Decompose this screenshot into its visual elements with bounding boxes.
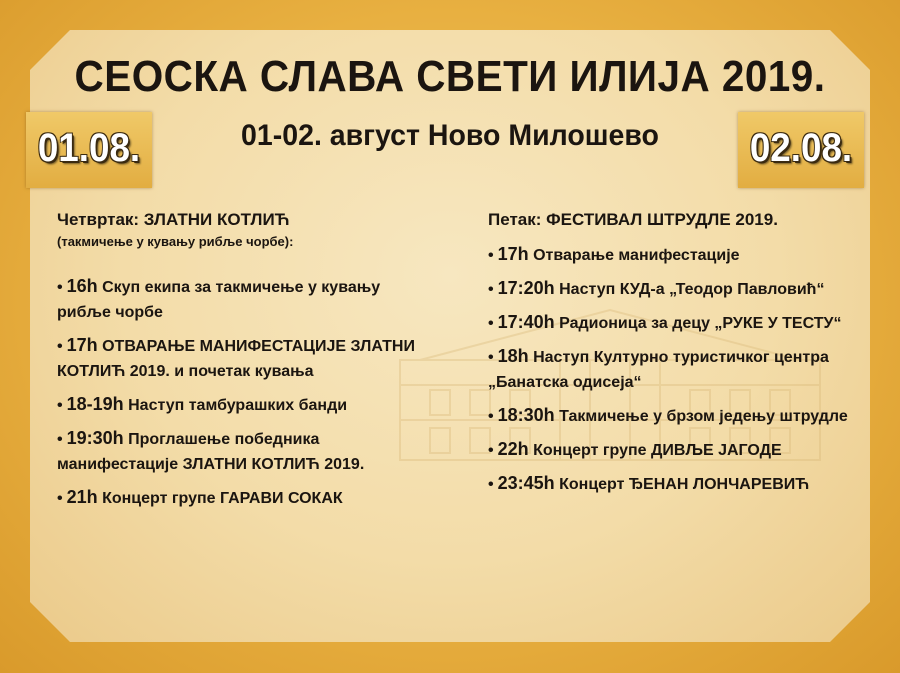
item-text: Наступ Културно туристичког центра „Банатска одисеја“: [488, 349, 829, 391]
date-right-text: 02.08.: [749, 126, 853, 170]
item-time: 17:40h: [497, 312, 555, 332]
item-time: 18h: [497, 346, 529, 366]
list-item: • 16h Скуп екипа за такмичење у кувању рибље чорбе: [57, 276, 381, 321]
list-item: • 18h Наступ Културно туристичког центра „Банатска одисеја“: [488, 346, 829, 391]
item-text: Скуп екипа за такмичење у кувању рибље чорбе: [57, 279, 381, 321]
friday-program: [488, 208, 858, 505]
friday-heading: Петак: ФЕСТИВАЛ ШТРУДЛЕ 2019.: [488, 210, 778, 229]
list-item: • 17h Отварање манифестације: [488, 244, 740, 264]
item-time: 18-19h: [66, 394, 124, 414]
list-item: • 17:20h Наступ КУД-а „Теодор Павловић“: [488, 278, 825, 298]
item-time: 18:30h: [497, 405, 555, 425]
list-item: • 17h ОТВАРАЊЕ МАНИФЕСТАЦИЈЕ ЗЛАТНИ КОТЛИЋ 2019. и почетак кувања: [57, 335, 415, 380]
list-item: • 18:30h Такмичење у брзом једењу штрудле: [488, 405, 848, 425]
thursday-program: [57, 208, 427, 519]
item-time: 22h: [497, 439, 529, 459]
item-text: Концерт групе ГАРАВИ СОКАК: [102, 490, 343, 507]
item-text: Такмичење у брзом једењу штрудле: [559, 408, 848, 425]
page-title: СЕОСКА СЛАВА СВЕТИ ИЛИЈА 2019.: [74, 52, 826, 101]
list-item: • 23:45h Концерт ЂЕНАН ЛОНЧАРЕВИЋ: [488, 473, 810, 493]
list-item: • 18-19h Наступ тамбурашких банди: [57, 394, 348, 414]
item-time: 19:30h: [66, 428, 124, 448]
item-text: Отварање манифестације: [533, 247, 740, 264]
date-badge-right: [738, 112, 864, 188]
item-time: 17:20h: [497, 278, 555, 298]
list-item: • 17:40h Радионица за децу „РУКЕ У ТЕСТУ“: [488, 312, 842, 332]
item-time: 17h: [497, 244, 529, 264]
list-item: • 22h Концерт групе ДИВЉЕ ЈАГОДЕ: [488, 439, 782, 459]
item-text: Наступ КУД-а „Теодор Павловић“: [559, 281, 825, 298]
item-text: Концерт групе ДИВЉЕ ЈАГОДЕ: [533, 442, 782, 459]
item-time: 16h: [66, 276, 98, 296]
date-left-text: 01.08.: [37, 126, 141, 170]
list-item: • 19:30h Проглашење победника манифестације ЗЛАТНИ КОТЛИЋ 2019.: [57, 428, 365, 473]
item-text: Проглашење победника манифестације ЗЛАТНИ КОТЛИЋ 2019.: [57, 431, 365, 473]
item-text: ОТВАРАЊЕ МАНИФЕСТАЦИЈЕ ЗЛАТНИ КОТЛИЋ 2019. и почетак кувања: [57, 338, 415, 380]
thursday-heading: Четвртак: ЗЛАТНИ КОТЛИЋ: [57, 210, 290, 229]
thursday-note: (такмичење у кувању рибље чорбе):: [57, 234, 294, 249]
event-subtitle: 01-02. август Ново Милошево: [241, 119, 659, 152]
item-text: Радионица за децу „РУКЕ У ТЕСТУ“: [559, 315, 842, 332]
date-badge-left: [26, 112, 152, 188]
list-item: • 21h Концерт групе ГАРАВИ СОКАК: [57, 487, 343, 507]
item-time: 21h: [66, 487, 98, 507]
item-text: Наступ тамбурашких банди: [128, 397, 348, 414]
item-time: 17h: [66, 335, 98, 355]
item-text: Концерт ЂЕНАН ЛОНЧАРЕВИЋ: [559, 476, 810, 493]
item-time: 23:45h: [497, 473, 555, 493]
